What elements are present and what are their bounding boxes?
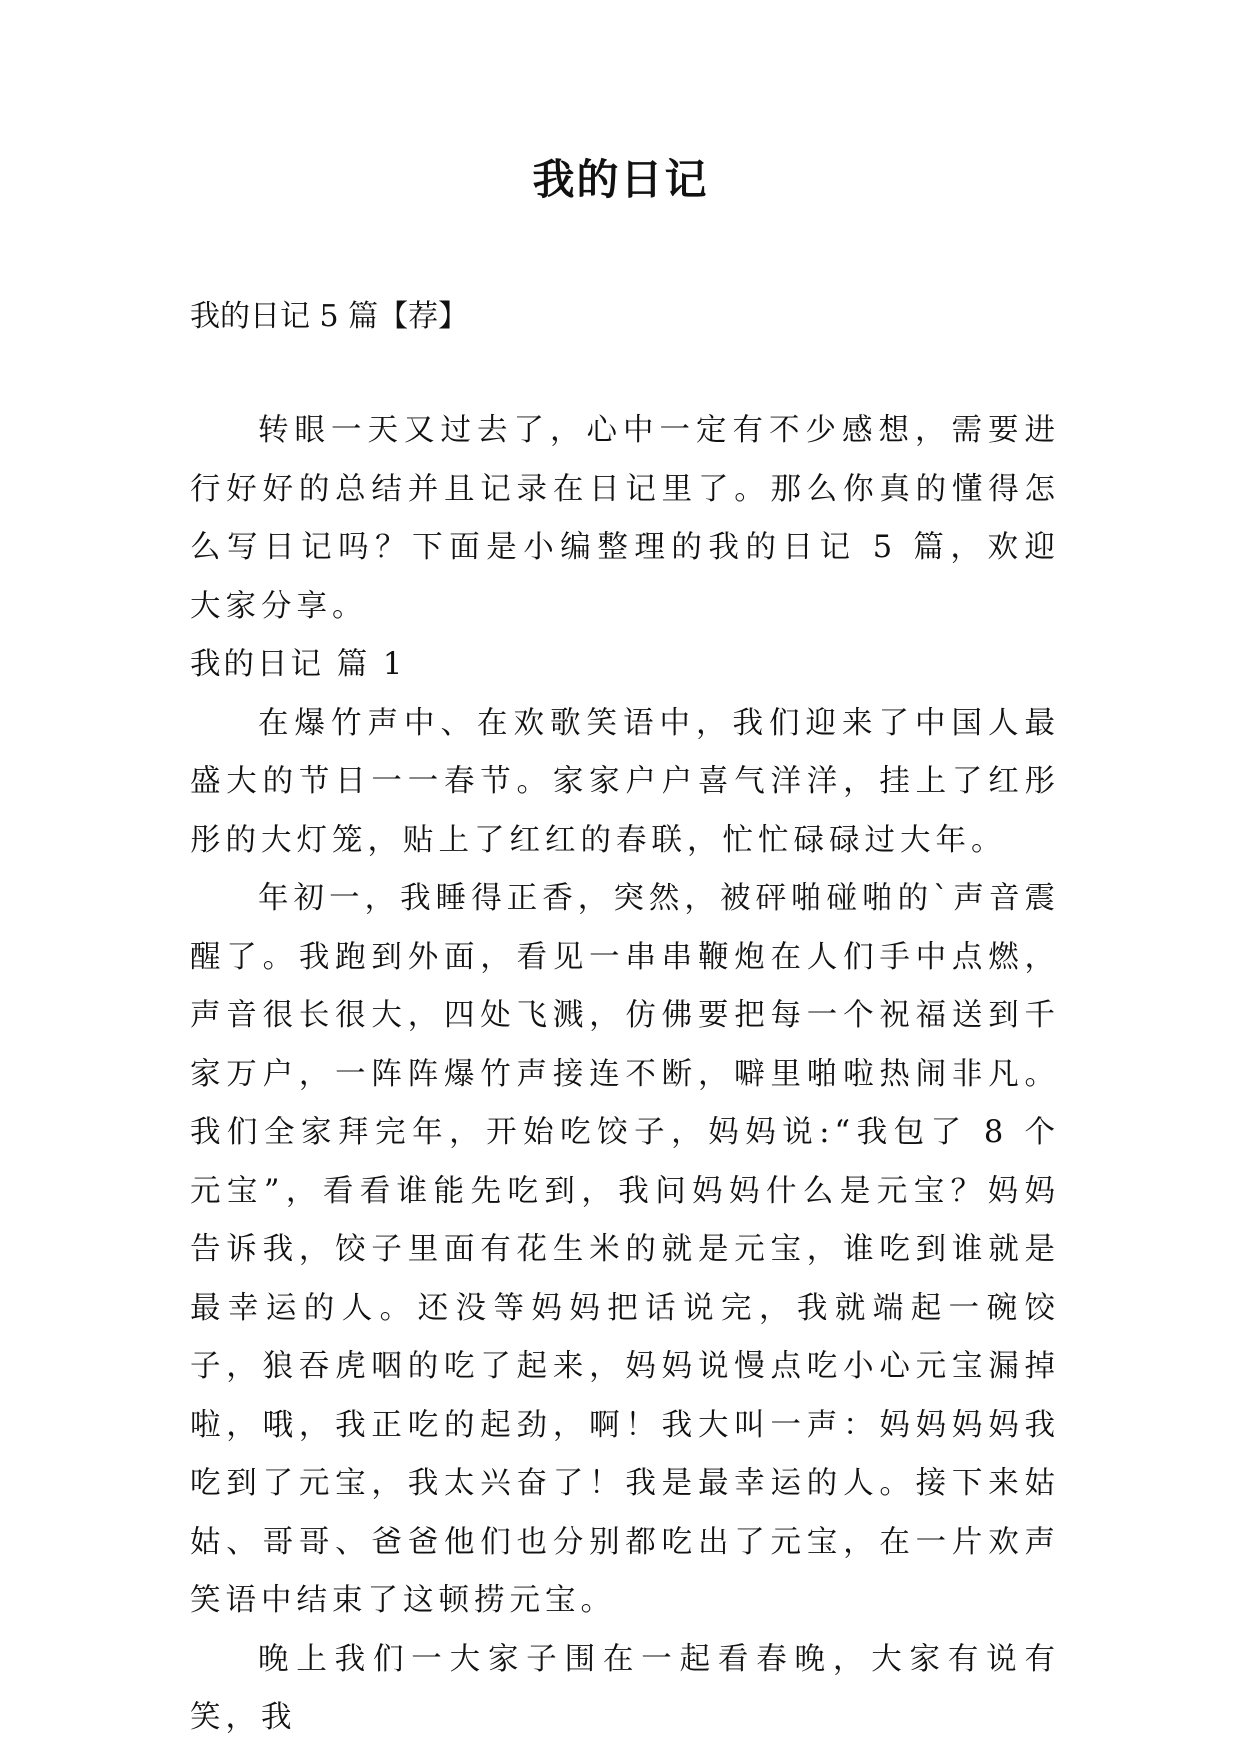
body-paragraph: 在爆竹声中、在欢歌笑语中，我们迎来了中国人最盛大的节日一一春节。家家户户喜气洋洋，挂上了红彤彤的大灯笼，贴上了红红的春联，忙忙碌碌过大年。 xyxy=(190,705,1060,858)
document-title: 我的日记 xyxy=(532,155,709,204)
document-subtitle: 我的日记 5 篇【荐】 xyxy=(190,299,469,334)
body-paragraph: 年初一，我睡得正香，突然，被砰啪碰啪的`声音震醒了。我跑到外面，看见一串串鞭炮在人们手中点燃，声音很长很大，四处飞溅，仿佛要把每一个祝福送到千家万户，一阵阵爆竹声接连不断，噼里啪啦热闹非凡。我们全家拜完年，开始吃饺子，妈妈说:“我包了 8 个元宝”，看看谁能先吃到，我问妈妈什么是元宝？妈妈告诉我，饺子里面有花生米的就是元宝，谁吃到谁就是最幸运的人。还没等妈妈把话说完，我就端起一碗饺子，狼吞虎咽的吃了起来，妈妈说慢点吃小心元宝漏掉啦，哦，我正吃的起劲，啊！我大叫一声：妈妈妈妈我吃到了元宝，我太兴奋了！我是最幸运的人。接下来姑姑、哥哥、爸爸他们也分别都吃出了元宝，在一片欢声笑语中结束了这顿捞元宝。 xyxy=(190,881,1060,1618)
section-heading: 我的日记 篇 1 xyxy=(190,647,406,682)
document-body xyxy=(190,402,1060,1748)
intro-paragraph: 转眼一天又过去了，心中一定有不少感想，需要进行好好的总结并且记录在日记里了。那么你真的懂得怎么写日记吗？下面是小编整理的我的日记 5 篇，欢迎大家分享。 xyxy=(190,413,1060,624)
body-paragraph: 晚上我们一大家子围在一起看春晚，大家有说有笑，我 xyxy=(190,1641,1060,1735)
